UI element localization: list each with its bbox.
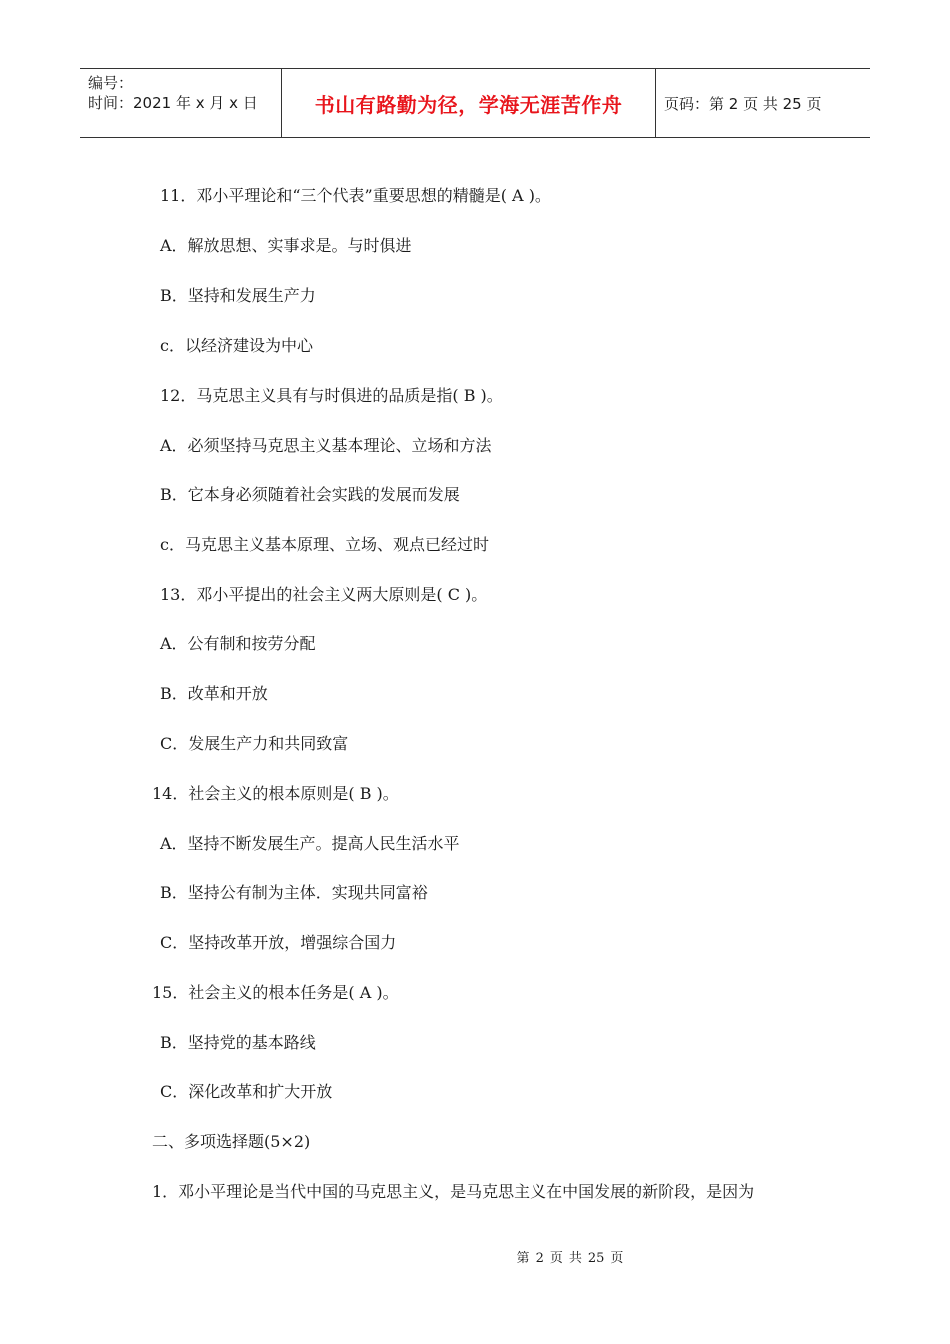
question-11: 11．邓小平理论和“三个代表”重要思想的精髓是( A )。 (160, 186, 551, 205)
footer-total-pages: 25 (587, 1251, 605, 1266)
footer-page-number: 2 (535, 1251, 544, 1266)
footer-ye: 页 (549, 1251, 563, 1266)
multi-question-1: 1．邓小平理论是当代中国的马克思主义，是马克思主义在中国发展的新阶段，是因为 (152, 1182, 755, 1201)
question-15: 15．社会主义的根本任务是( A )。 (152, 983, 399, 1002)
question-13-option-a: A．公有制和按劳分配 (160, 634, 316, 653)
section-heading-multiple-choice: 二、多项选择题(5×2) (152, 1132, 311, 1151)
question-11-option-a: A．解放思想、实事求是。与时俱进 (160, 236, 412, 255)
question-14-option-c: C．坚持改革开放，增强综合国力 (160, 933, 397, 952)
question-12: 12．马克思主义具有与时俱进的品质是指( B )。 (160, 386, 503, 405)
question-12-option-b: B．它本身必须随着社会实践的发展而发展 (160, 485, 460, 504)
header-page-info: 页码：第 2 页 共 25 页 (664, 94, 822, 113)
question-13-option-c: C．发展生产力和共同致富 (160, 734, 349, 753)
footer-di: 第 (516, 1251, 530, 1266)
question-12-option-c: c．马克思主义基本原理、立场、观点已经过时 (160, 535, 489, 554)
question-14: 14．社会主义的根本原则是( B )。 (152, 784, 399, 803)
page-footer (0, 1247, 950, 1266)
question-11-option-c: c．以经济建设为中心 (160, 336, 313, 355)
question-12-option-a: A．必须坚持马克思主义基本理论、立场和方法 (160, 436, 492, 455)
question-11-option-b: B．坚持和发展生产力 (160, 286, 316, 305)
question-14-option-a: A．坚持不断发展生产。提高人民生活水平 (160, 834, 460, 853)
question-14-option-b: B．坚持公有制为主体．实现共同富裕 (160, 883, 428, 902)
question-15-option-b: B．坚持党的基本路线 (160, 1033, 316, 1052)
document-number-label: 编号： (88, 74, 134, 92)
question-13-option-b: B．改革和开放 (160, 684, 268, 703)
header-meta-cell (80, 69, 282, 137)
document-date: 时间：2021 年 x 月 x 日 (88, 94, 258, 112)
footer-ye-2: 页 (610, 1251, 624, 1266)
header-motto: 书山有路勤为径，学海无涯苦作舟 (282, 69, 656, 137)
footer-gong: 共 (568, 1251, 582, 1266)
page-header (80, 68, 870, 138)
question-15-option-c: C．深化改革和扩大开放 (160, 1082, 333, 1101)
question-13: 13．邓小平提出的社会主义两大原则是( C )。 (160, 585, 488, 604)
